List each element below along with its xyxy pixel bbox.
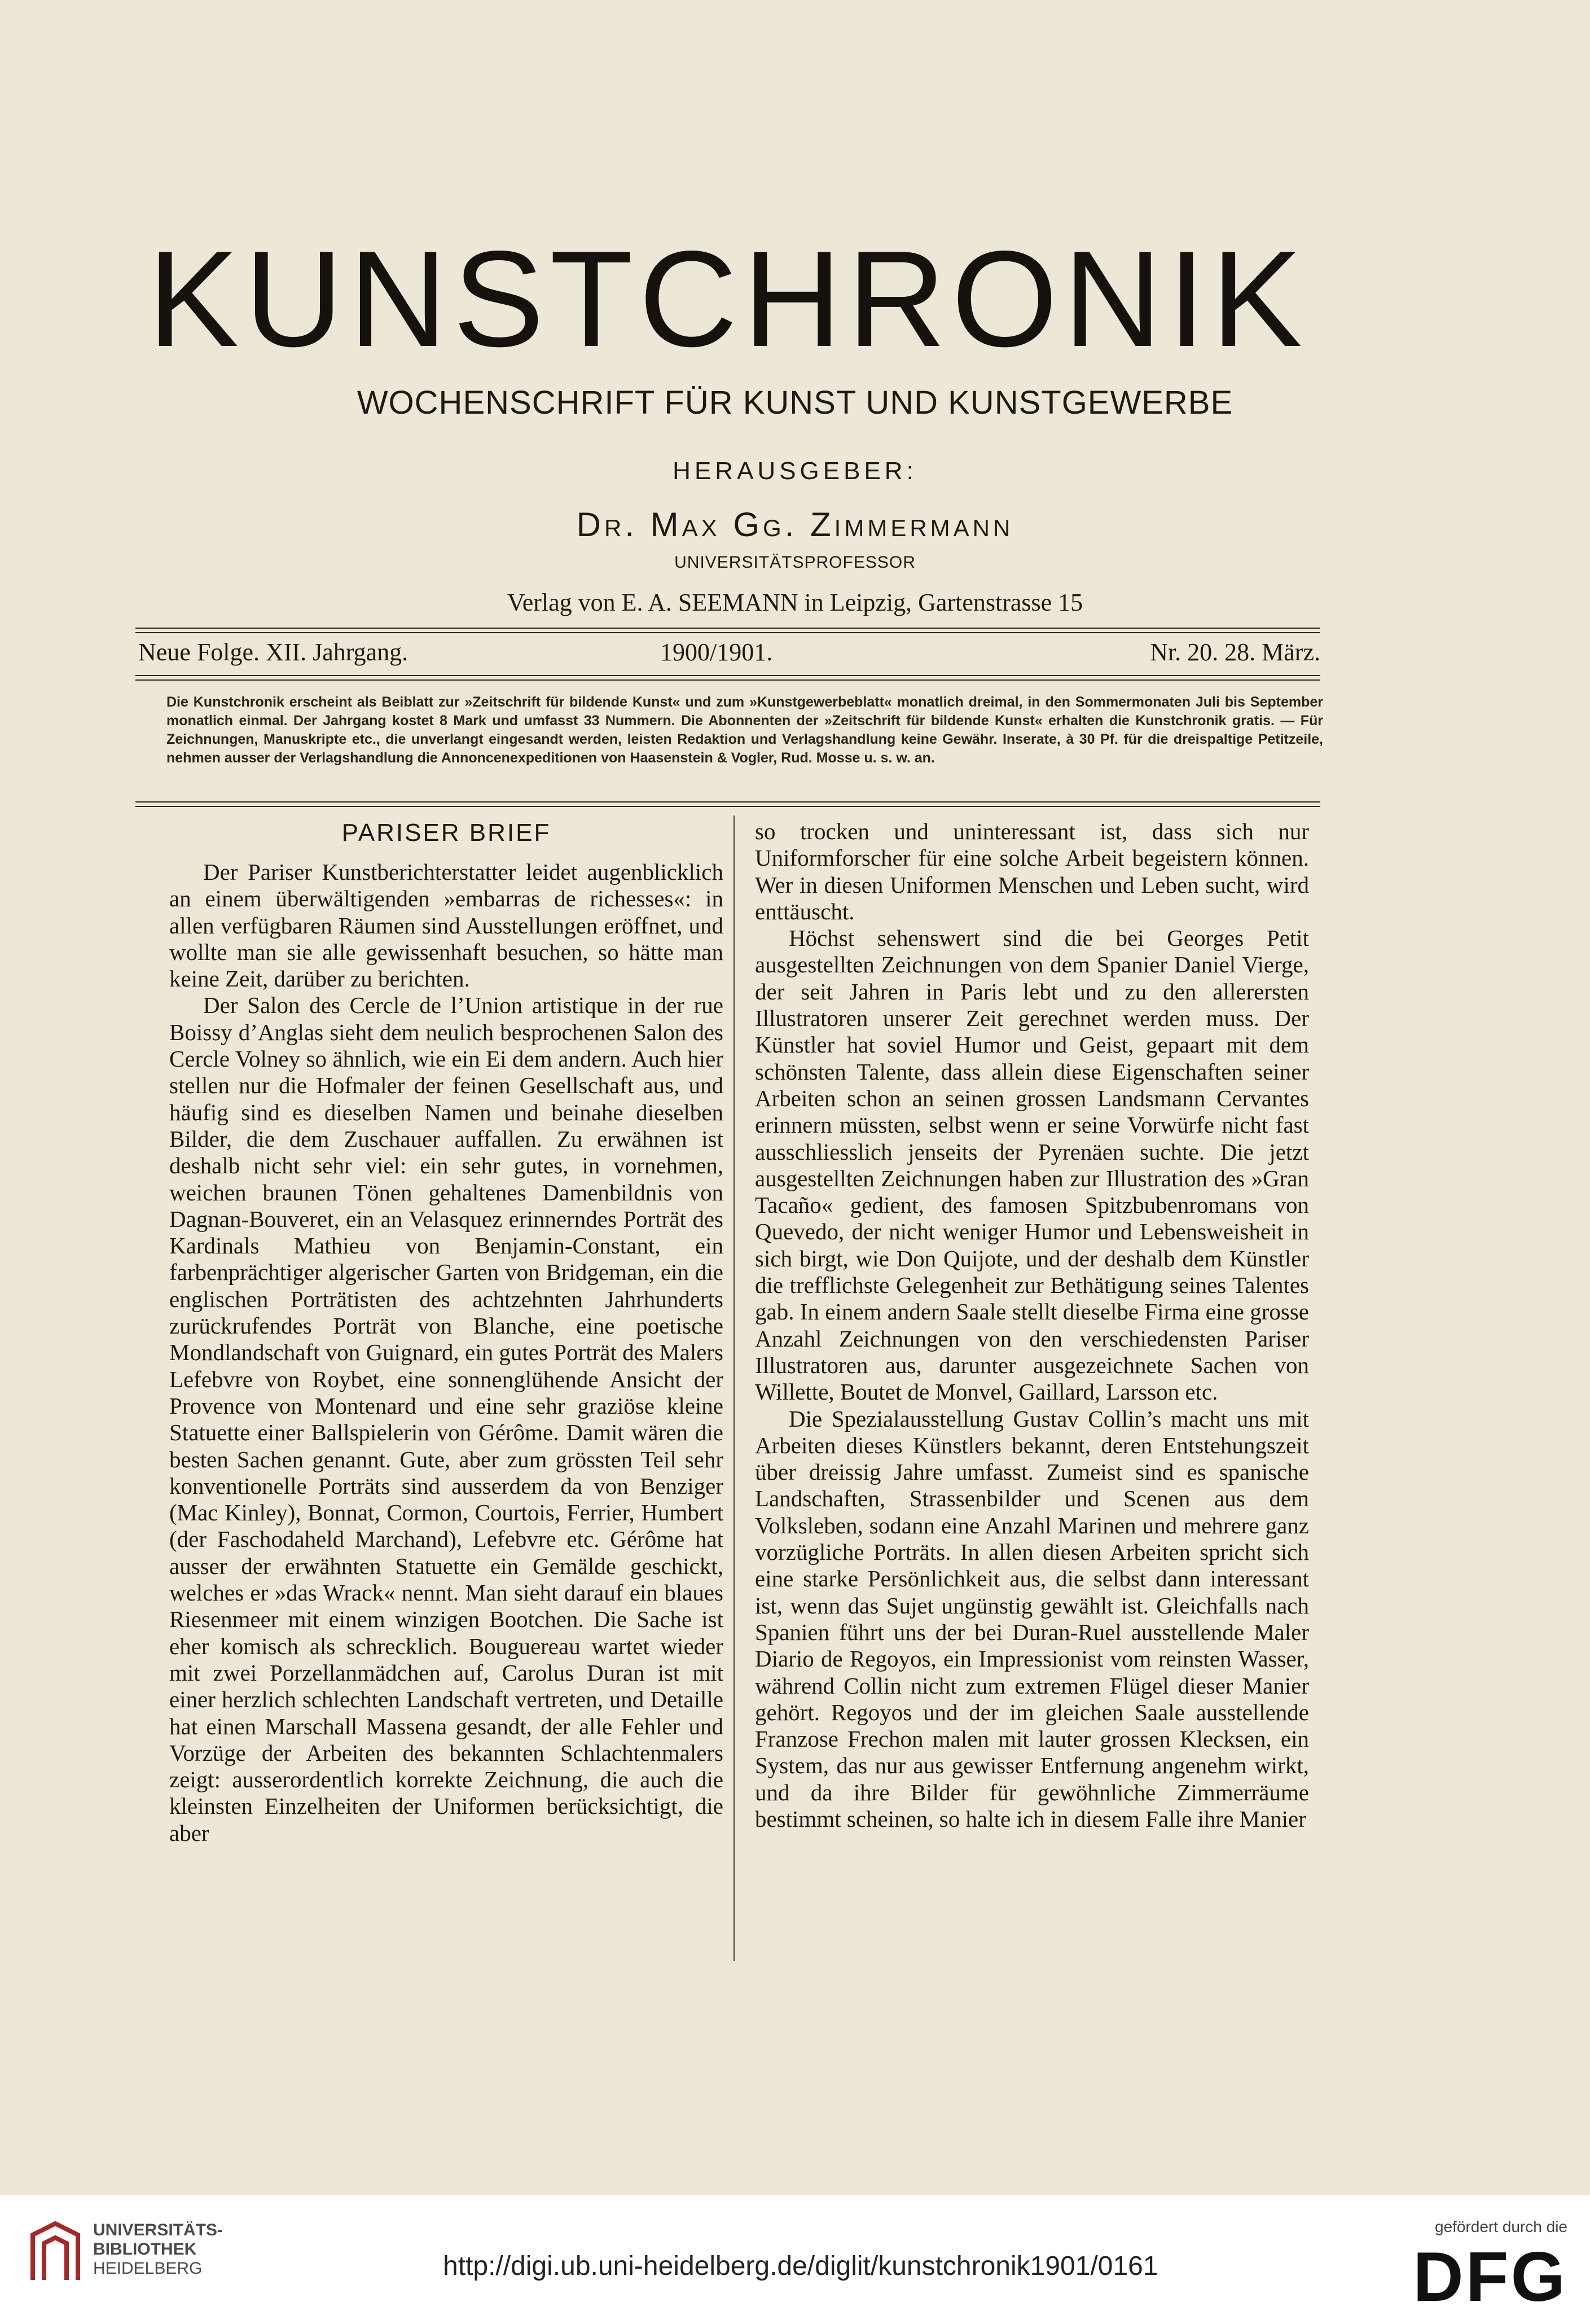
subscription-notice: Die Kunstchronik erscheint als Beiblatt zur »Zeitschrift für bildende Kunst« und zum »Kunstgewerbeblatt« monatlich dreimal, in den Sommermonaten Juli bis September monatlich einmal. Der Jahrgang kostet 8 Mark und umfasst 33 Nummern. Die Abonnenten der »Zeitschrift für bildende Kunst« erhalten die Kunstchronik gratis. — Für Zeichnungen, Manuskripte etc., die unverlangt eingesandt werden, leisten Redaktion und Verlagshandlung keine Gewähr. Inserate, à 30 Pf. für die dreispaltige Petitzeile, nehmen ausser der Verlagshandlung die Annoncenexpeditionen von Haasenstein & Vogler, Rud. Mosse u. s. w. an. <box>166 694 1323 766</box>
dfg-logo: DFG <box>1413 2238 1567 2316</box>
library-name-line: UNIVERSITÄTS- <box>93 2221 223 2239</box>
article-column-right <box>755 818 1309 1832</box>
column-divider <box>733 815 735 1961</box>
article-paragraph: so trocken und uninteressant ist, dass sich nur Uniformforscher für eine solche Arbeit begeistern können. Wer in diesen Uniformen Menschen und Leben sucht, wird enttäuscht. <box>755 818 1309 924</box>
header-rule-top <box>135 628 1320 633</box>
article-paragraph: Höchst sehenswert sind die bei Georges Petit ausgestellten Zeichnungen von dem Spanier Daniel Vierge, der seit Jahren in Paris lebt und zu den allerersten Illustratoren unserer Zeit gerechnet werden muss. Der Künstler hat soviel Humor und Geist, gepaart mit dem schönsten Talente, dass allein diese Eigenschaften seiner Arbeiten schon an seinen grossen Landsmann Cervantes erinnern müssten, selbst wenn er seine Vorwürfe nicht fast ausschliesslich jenseits der Pyrenäen suchte. Die jetzt ausgestellten Zeichnungen haben zur Illustration des »Gran Tacaño« gedient, des famosen Spitzbubenromans von Quevedo, der nicht weniger Humor und Lebensweisheit in sich birgt, wie Don Quijote, und der deshalb dem Künstler die trefflichste Gelegenheit zur Bethätigung seines Talentes gab. In einem andern Saale stellt dieselbe Firma eine grosse Anzahl Zeichnungen von den verschiedensten Pariser Illustratoren aus, darunter ausgezeichnete Sachen von Willette, Boutet de Monvel, Gaillard, Larsson etc. <box>755 925 1309 1405</box>
article-paragraph: Der Pariser Kunstberichterstatter leidet augenblicklich an einem überwältigenden »embarras de richesses«: in allen verfügbaren Räumen sind Ausstellungen eröffnet, und wollte man sie alle gewissenhaft besuchen, so hätte man keine Zeit, darüber zu berichten. <box>169 859 723 992</box>
article-column-left <box>169 818 723 1847</box>
funded-by-label: gefördert durch die <box>1434 2218 1567 2235</box>
notice-rule <box>135 801 1320 807</box>
issue-year: 1900/1901. <box>660 638 773 666</box>
library-name-line: BIBLIOTHEK <box>93 2240 197 2259</box>
library-logo-icon <box>27 2218 84 2286</box>
library-name <box>93 2221 223 2278</box>
article-paragraph: Der Salon des Cercle de l’Union artistique in der rue Boissy d’Anglas sieht dem neulich besprochenen Salon des Cercle Volney so ähnlich, wie ein Ei dem andern. Auch hier stellen nur die Hofmaler der feinen Gesellschaft aus, und häufig sind es dieselben Namen und beinahe dieselben Bilder, die dem Zuschauer auffallen. Zu erwähnen ist deshalb nicht sehr viel: ein sehr gutes, in vornehmen, weichen braunen Tönen gehaltenes Damenbildnis von Dagnan-Bouveret, ein an Velasquez erinnerndes Porträt des Kardinals Mathieu von Benjamin-Constant, ein farbenprächtiger algerischer Garten von Bridgeman, ein die englischen Porträtisten des achtzehnten Jahrhunderts zurückrufendes Porträt von Blanche, eine poetische Mondlandschaft von Guignard, ein gutes Porträt des Malers Lefebvre von Roybet, eine sonnenglühende Ansicht der Provence von Montenard und eine sehr graziöse kleine Statuette einer Ballspielerin von Gérôme. Damit wären die besten Sachen genannt. Gute, aber zum grössten Teil sehr konventionelle Porträts sind ausserdem da von Benziger (Mac Kinley), Bonnat, Cormon, Courtois, Ferrier, Humbert (der Faschodaheld Marchand), Lefebvre etc. Gérôme hat ausser der erwähnten Statuette ein Gemälde geschickt, welches er »das Wrack« nennt. Man sieht darauf ein blaues Riesenmeer mit einem winzigen Bootchen. Die Sache ist eher komisch als schrecklich. Bouguereau wartet wieder mit zwei Porzellanmädchen auf, Carolus Duran ist mit einer herzlich schlechten Landschaft vertreten, und Detaille hat einen Marschall Massena gesandt, der alle Fehler und Vorzüge der Arbeiten des bekannten Schlachtenmalers zeigt: ausserordentlich korrekte Zeichnung, die auch die kleinsten Einzelheiten der Uniformen berücksichtigt, die aber <box>169 992 723 1846</box>
publisher-label: HERAUSGEBER: <box>673 457 917 485</box>
imprint: Verlag von E. A. SEEMANN in Leipzig, Gartenstrasse 15 <box>507 589 1083 616</box>
journal-title: KUNSTCHRONIK <box>147 223 1308 375</box>
issue-number: Nr. 20. 28. März. <box>1150 638 1320 666</box>
issue-line <box>138 638 1320 672</box>
article-paragraph: Die Spezialausstellung Gustav Collin’s macht uns mit Arbeiten dieses Künstlers bekannt, deren Entstehungszeit über dreissig Jahre umfasst. Zumeist sind es spanische Landschaften, Strassenbilder und Scenen aus dem Volksleben, sodann eine Anzahl Marinen und mehrere ganz vorzügliche Porträts. In allen diesen Arbeiten spricht sich eine starke Persönlichkeit aus, die selbst dann interessant ist, wenn das Sujet ungünstig gewählt ist. Gleichfalls nach Spanien führt uns der bei Duran-Ruel ausstellende Maler Diario de Regoyos, ein Impressionist vom reinsten Wasser, während Collin nicht zum extremen Flügel dieser Manier gehört. Regoyos und der im gleichen Saale ausstellende Franzose Frechon malen mit lauter grossen Klecksen, ein System, das nur aus gewisser Entfernung angenehm wirkt, und da ihre Bilder für gewöhnliche Zimmerräume bestimmt scheinen, so halte ich in diesem Falle ihre Manier <box>755 1405 1309 1832</box>
source-url-link[interactable]: http://digi.ub.uni-heidelberg.de/diglit/kunstchronik1901/0161 <box>443 2251 1158 2281</box>
library-name-line: HEIDELBERG <box>93 2259 203 2278</box>
header-rule-bottom <box>135 675 1320 681</box>
issue-series: Neue Folge. XII. Jahrgang. <box>138 638 409 666</box>
editor-title: UNIVERSITÄTSPROFESSOR <box>674 553 916 572</box>
digitization-footer <box>0 2195 1590 2324</box>
editor-name: Dr. Max Gg. Zimmermann <box>576 506 1014 543</box>
journal-subtitle: WOCHENSCHRIFT FÜR KUNST UND KUNSTGEWERBE <box>357 384 1233 421</box>
article-title: PARISER BRIEF <box>341 819 551 847</box>
